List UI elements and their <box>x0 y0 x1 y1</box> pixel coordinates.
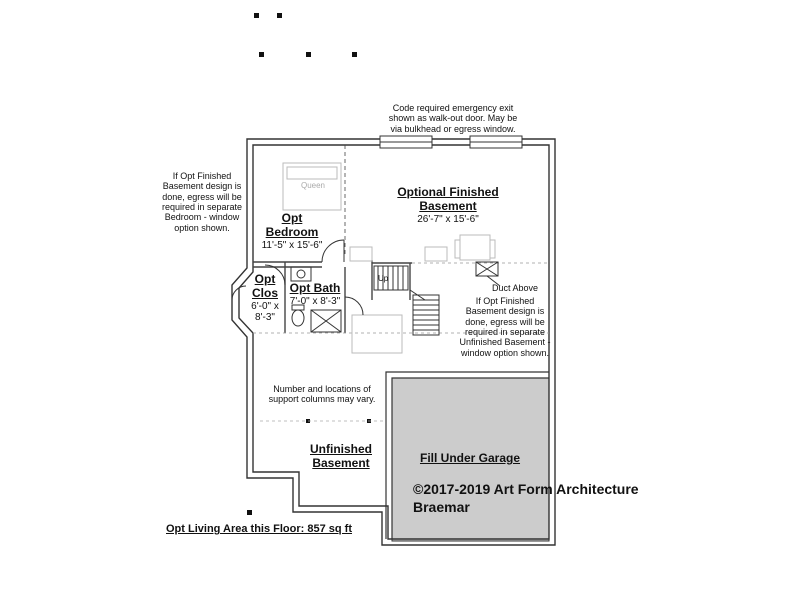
columns-note: Number and locations of support columns may vary. <box>268 384 376 405</box>
unfinished-name-2: Basement <box>312 455 370 470</box>
stair-up-label: Up <box>378 274 389 283</box>
duct-note: Duct Above <box>491 283 539 293</box>
closet-label <box>243 273 287 324</box>
closet-name-2: Clos <box>251 285 278 300</box>
living-area-label: Opt Living Area this Floor: 857 sq ft <box>166 523 353 535</box>
unfinished-name-1: Unfinished <box>310 442 372 456</box>
finished-basement-label <box>380 186 516 225</box>
closet-name-1: Opt <box>254 272 276 286</box>
unfinished-basement-label <box>298 443 384 471</box>
walkout-door <box>380 136 522 148</box>
bath-name: Opt Bath <box>289 281 341 295</box>
copyright-line-2: Braemar <box>413 499 470 515</box>
bath-label <box>283 282 347 307</box>
finished-basement-dims: 26'-7" x 15'-6" <box>417 213 479 225</box>
finished-basement-name-1: Optional Finished <box>397 185 499 199</box>
bedroom-name-2: Bedroom <box>265 224 319 239</box>
bed-text: Queen <box>300 181 326 190</box>
bath-dims: 7'-0" x 8'-3" <box>289 295 341 307</box>
bedroom-dims: 11'-5" x 15'-6" <box>261 239 323 251</box>
finished-basement-name-2: Basement <box>419 198 477 213</box>
site-markers <box>247 13 357 515</box>
egress-note-right: If Opt Finished Basement design is done, egress will be required in separate Unfinished Basement - window option shown. <box>459 296 551 358</box>
garage-fill-name: Fill Under Garage <box>419 451 521 465</box>
egress-note-top: Code required emergency exit shown as walk-out door. May be via bulkhead or egress window. <box>388 103 518 134</box>
closet-dims-2: 8'-3" <box>255 312 275 324</box>
egress-note-left: If Opt Finished Basement design is done, egress will be required in separate Bedroom - window option shown. <box>161 171 243 233</box>
bedroom-label <box>255 212 329 251</box>
copyright-line-1: ©2017-2019 Art Form Architecture <box>413 481 639 497</box>
bedroom-name-1: Opt <box>281 211 303 225</box>
closet-dims-1: 6'-0" x <box>251 300 279 312</box>
garage-fill-label <box>410 452 530 466</box>
